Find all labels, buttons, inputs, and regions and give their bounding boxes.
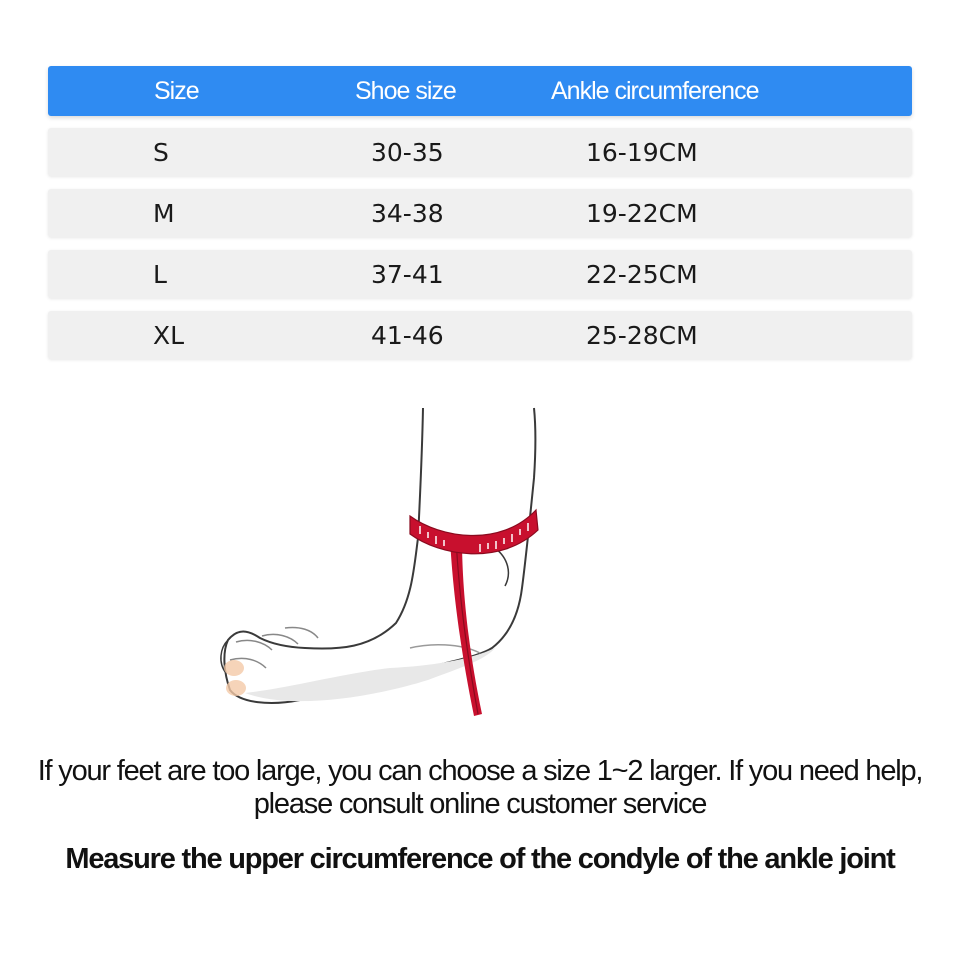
row-ankle: 25-28CM [586,321,698,350]
table-row [48,250,912,298]
size-advice-text: If your feet are too large, you can choose a size 1~2 larger. If you need help, [37,755,923,787]
row-shoe-size: 37-41 [371,260,444,289]
header-size: Size [154,77,199,105]
customer-service-text: please consult online customer service [253,788,707,820]
measurement-instruction: Measure the upper circumference of the condyle of the ankle joint [65,843,895,875]
row-shoe-size: 30-35 [371,138,444,167]
row-size: M [153,199,175,228]
table-row [48,311,912,359]
row-shoe-size: 34-38 [371,199,444,228]
row-size: XL [153,321,185,350]
table-row [48,128,912,176]
row-size: S [153,138,169,167]
row-ankle: 22-25CM [586,260,698,289]
row-ankle: 16-19CM [586,138,698,167]
header-shoe-size: Shoe size [355,77,456,105]
row-ankle: 19-22CM [586,199,698,228]
row-shoe-size: 41-46 [371,321,444,350]
table-row [48,189,912,237]
table-header-row [48,66,912,116]
header-ankle-circumference: Ankle circumference [551,77,759,105]
row-size: L [153,260,167,289]
foot-with-measuring-tape-icon [200,398,580,738]
